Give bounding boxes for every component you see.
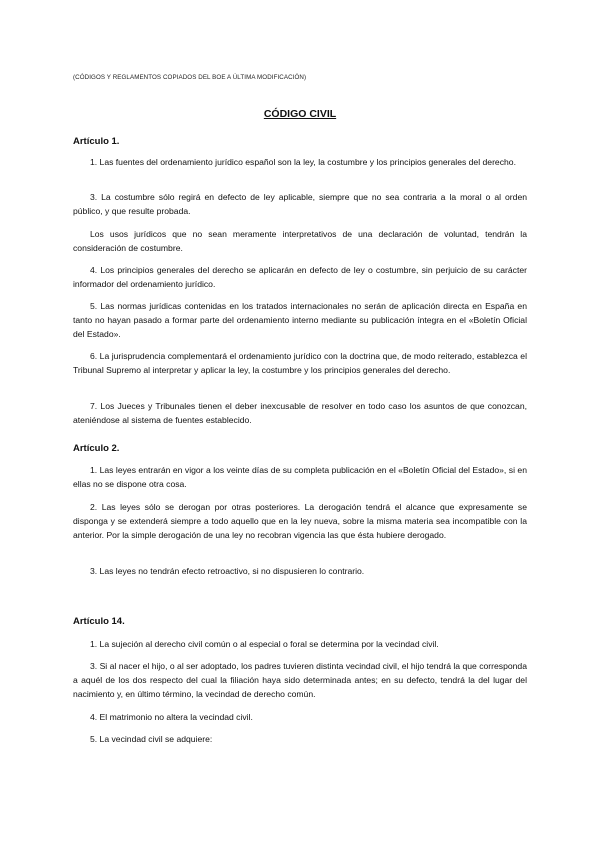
article-14-paragraph-1: 1. La sujeción al derecho civil común o al especial o foral se determina por la vecindad civil.: [90, 639, 439, 649]
article-1-paragraph-4: 4. Los principios generales del derecho se aplicarán en defecto de ley o costumbre, sin perjuicio de su carácter informador del ordenamiento jurídico.: [73, 265, 527, 289]
article-1-paragraph-7: 7. Los Jueces y Tribunales tienen el deber inexcusable de resolver en todo caso los asuntos de que conozcan, ateniéndose al sistema de fuentes establecido.: [73, 401, 527, 425]
header-note: (CÓDIGOS Y REGLAMENTOS COPIADOS DEL BOE A ÚLTIMA MODIFICACIÓN): [73, 74, 307, 81]
article-1-paragraph-5: 5. Las normas jurídicas contenidas en los tratados internacionales no serán de aplicación directa en España en tanto no hayan pasado a formar parte del ordenamiento interno mediante su publicación íntegra en el «Boletín Oficial del Estado».: [73, 301, 527, 339]
article-14-paragraph-5: 5. La vecindad civil se adquiere:: [90, 734, 213, 744]
article-14-heading: Artículo 14.: [73, 616, 125, 627]
article-2-heading: Artículo 2.: [73, 443, 120, 454]
article-14-paragraph-4: 4. El matrimonio no altera la vecindad civil.: [90, 712, 253, 722]
article-1-usos-paragraph: Los usos jurídicos que no sean meramente interpretativos de una declaración de voluntad, tendrán la consideración de costumbre.: [73, 229, 527, 253]
article-14-paragraph-3: 3. Si al nacer el hijo, o al ser adoptado, los padres tuvieren distinta vecindad civil, el hijo tendrá la que corresponda a aquél de los dos respecto del cual la filiación haya sido determinada antes; en su defecto, tendrá la del lugar del nacimiento y, en último término, la vecindad de derecho común.: [73, 661, 527, 699]
article-1-paragraph-3: 3. La costumbre sólo regirá en defecto de ley aplicable, siempre que no sea contraria a la moral o al orden público, y que resulte probada.: [73, 192, 527, 216]
article-2-paragraph-2: 2. Las leyes sólo se derogan por otras posteriores. La derogación tendrá el alcance que expresamente se disponga y se extenderá siempre a todo aquello que en la ley nueva, sobre la misma materia sea incompatible con la anterior. Por la simple derogación de una ley no recobran vigencia las que ésta hubiere derogado.: [73, 502, 527, 540]
article-2-paragraph-1: 1. Las leyes entrarán en vigor a los veinte días de su completa publicación en el «Boletín Oficial del Estado», si en ellas no se dispone otra cosa.: [73, 465, 527, 489]
document-title: CÓDIGO CIVIL: [263, 108, 337, 120]
article-2-paragraph-3: 3. Las leyes no tendrán efecto retroactivo, si no dispusieren lo contrario.: [90, 566, 365, 576]
article-1-paragraph-1: 1. Las fuentes del ordenamiento jurídico español son la ley, la costumbre y los principios generales del derecho.: [90, 157, 516, 167]
article-1-paragraph-6: 6. La jurisprudencia complementará el ordenamiento jurídico con la doctrina que, de modo reiterado, establezca el Tribunal Supremo al interpretar y aplicar la ley, la costumbre y los principios generales del derecho.: [73, 351, 527, 375]
article-1-heading: Artículo 1.: [73, 136, 120, 147]
